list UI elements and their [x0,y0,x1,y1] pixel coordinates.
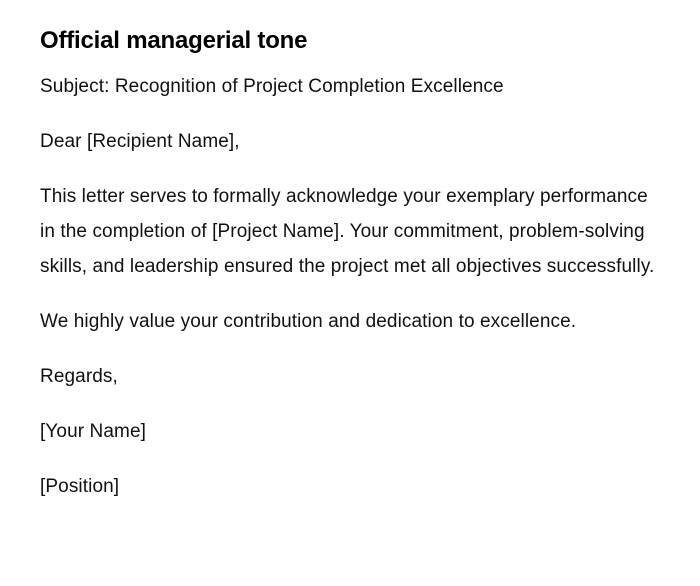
letter-body-paragraph: We highly value your contribution and dedication to excellence. [40,311,577,332]
letter-subject: Subject: Recognition of Project Completion Excellence [40,76,504,97]
letter-greeting: Dear [Recipient Name], [40,131,240,152]
signature-position: [Position] [40,476,120,497]
signature-name: [Your Name] [40,421,147,442]
letter-body-paragraph: This letter serves to formally acknowledge your exemplary performance in the completion of [Project Name]. Your commitment, problem-solving skills, and leadership ensured the project met all objectives successfully. [40,186,655,277]
letter-closing: Regards, [40,366,118,387]
page-title: Official managerial tone [40,27,308,54]
letter-template [40,24,660,504]
